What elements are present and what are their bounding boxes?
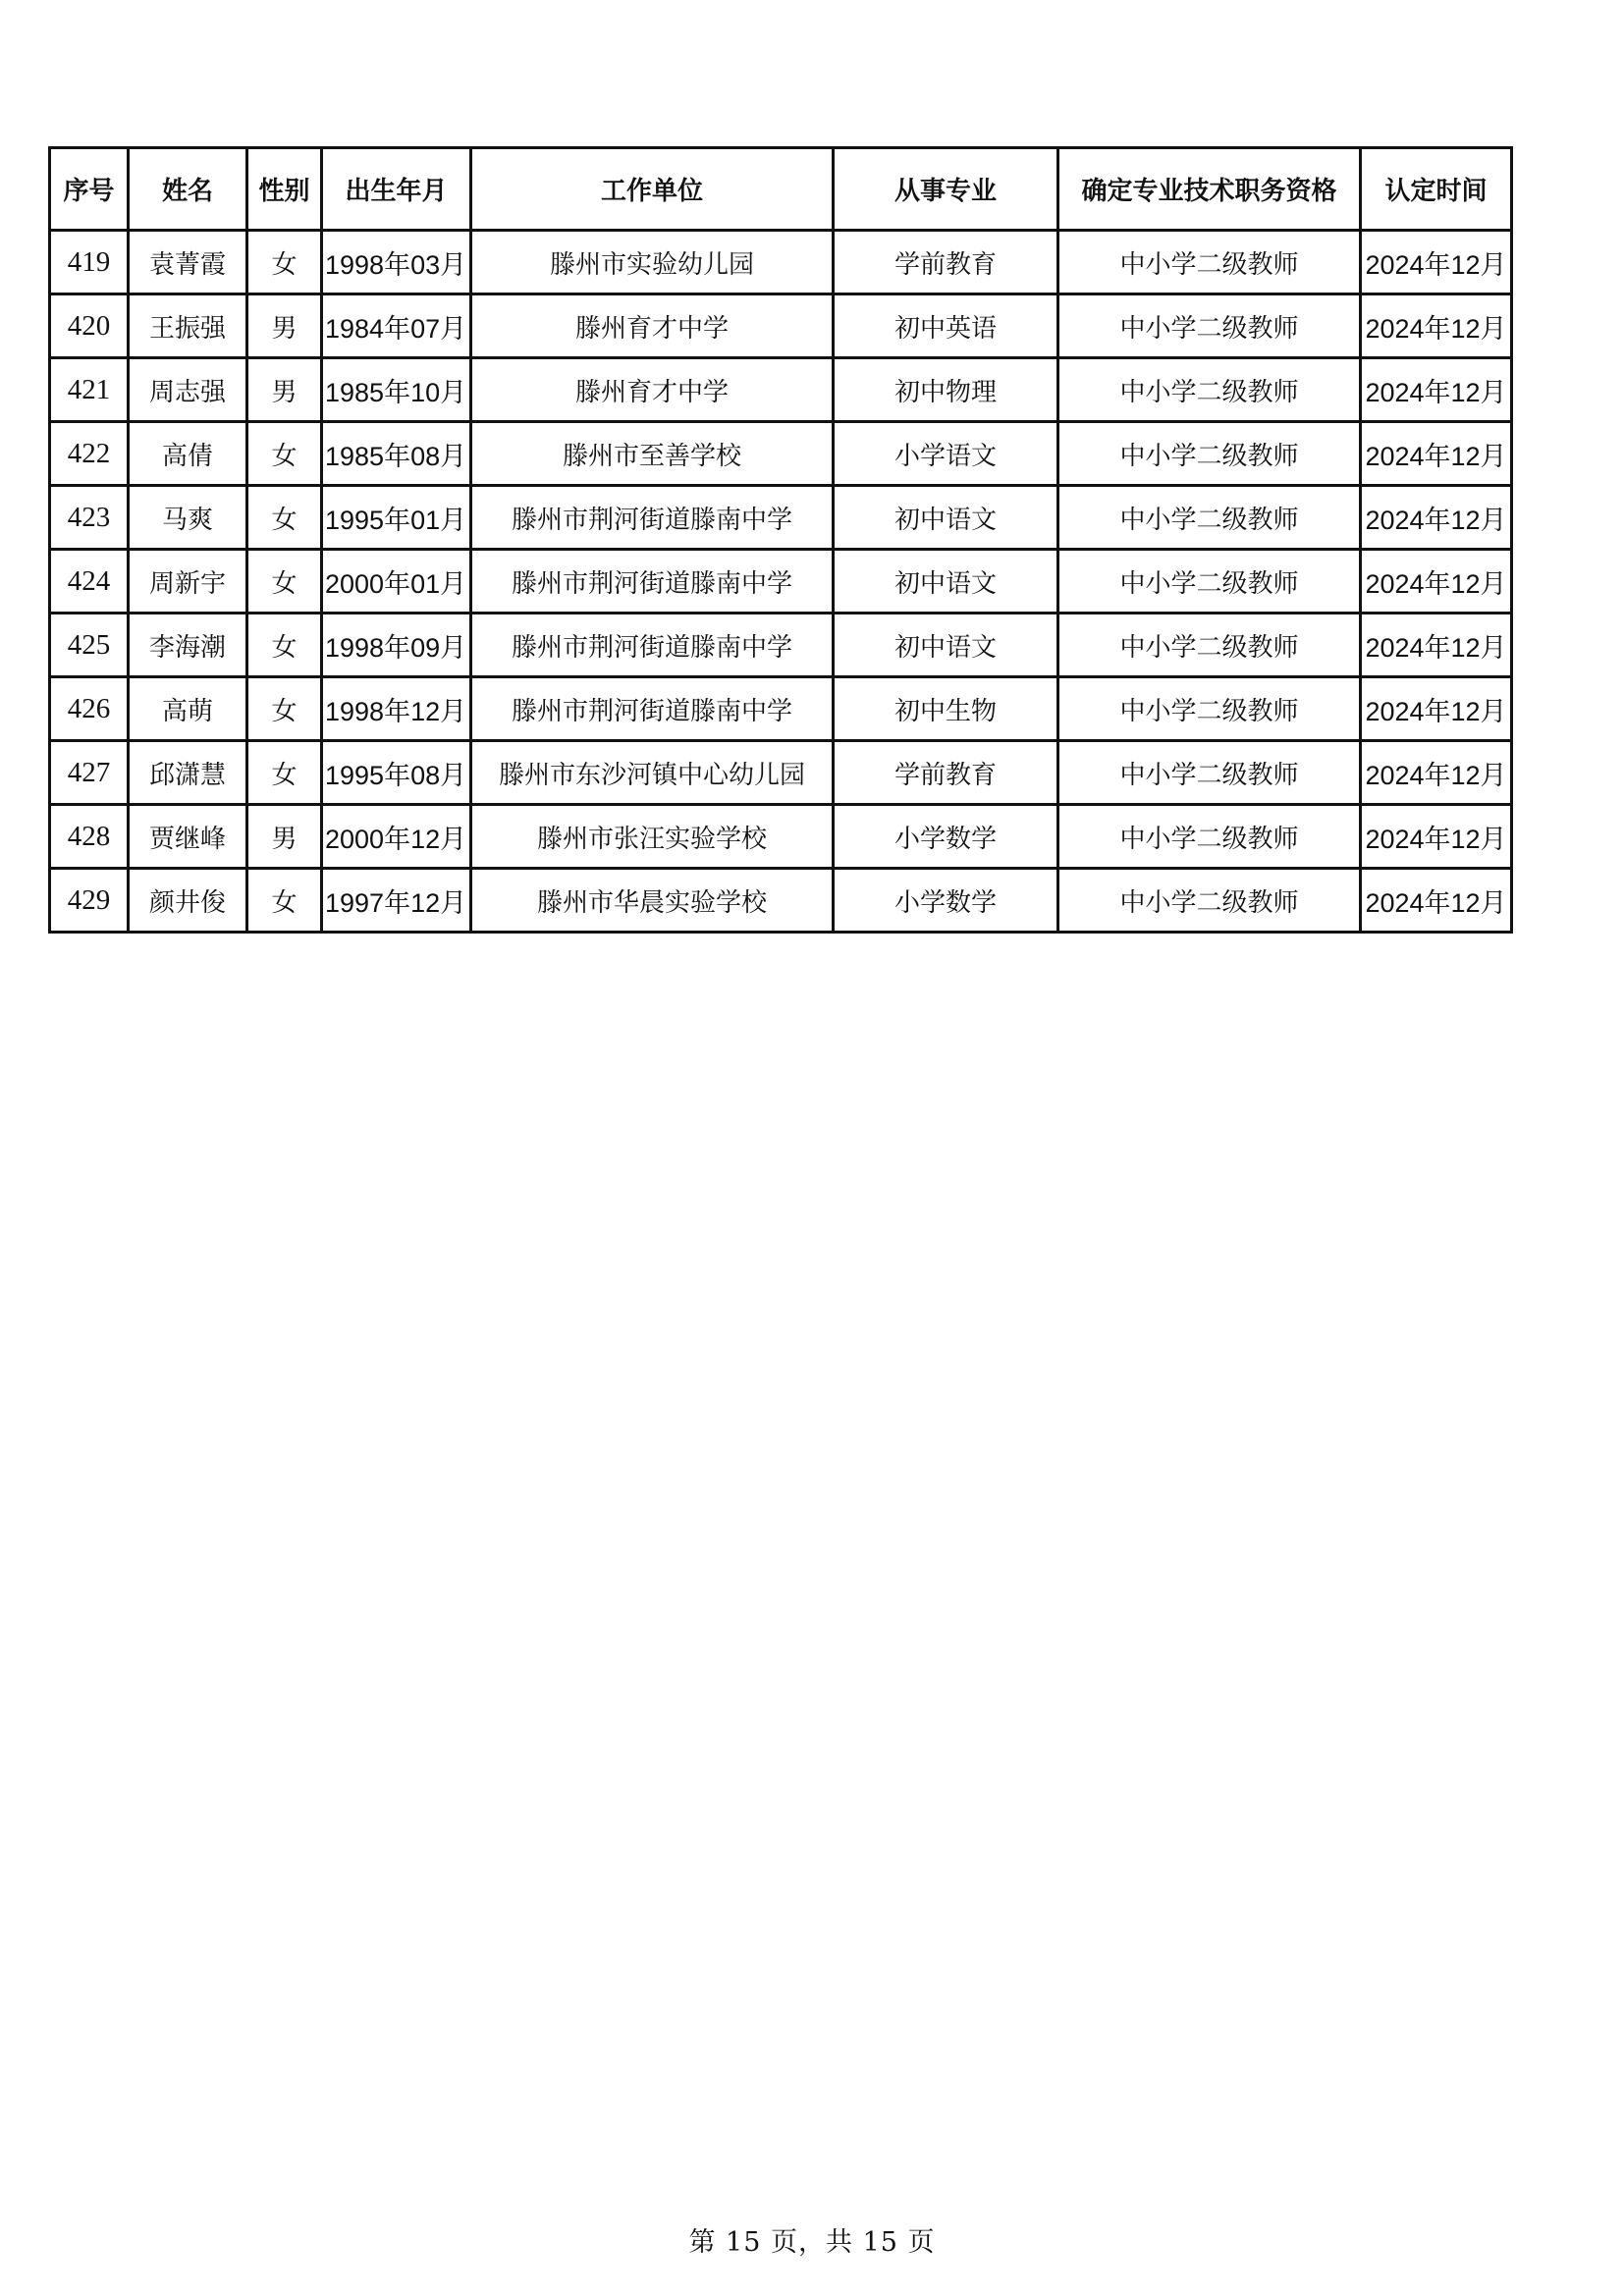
- cell-name: 颜井俊: [129, 869, 247, 933]
- header-gender: 性别: [247, 148, 322, 231]
- cell-index: 425: [50, 614, 129, 677]
- cell-workplace: 滕州市荆河街道滕南中学: [471, 677, 834, 741]
- cell-workplace: 滕州市张汪实验学校: [471, 805, 834, 869]
- cell-gender: 女: [247, 486, 322, 550]
- cell-workplace: 滕州市荆河街道滕南中学: [471, 614, 834, 677]
- cell-gender: 女: [247, 231, 322, 294]
- header-subject: 从事专业: [834, 148, 1058, 231]
- cell-birth: 1995年08月: [322, 741, 471, 805]
- cell-qualification: 中小学二级教师: [1058, 231, 1361, 294]
- cell-index: 427: [50, 741, 129, 805]
- cell-workplace: 滕州市至善学校: [471, 422, 834, 486]
- table-row: [50, 805, 1512, 869]
- teacher-qualification-table: [48, 146, 1513, 934]
- cell-name: 周新宇: [129, 550, 247, 614]
- header-qualification: 确定专业技术职务资格: [1058, 148, 1361, 231]
- cell-qualification: 中小学二级教师: [1058, 869, 1361, 933]
- cell-cert-date: 2024年12月: [1361, 677, 1512, 741]
- cell-index: 424: [50, 550, 129, 614]
- header-birth: 出生年月: [322, 148, 471, 231]
- cell-gender: 女: [247, 422, 322, 486]
- cell-subject: 学前教育: [834, 231, 1058, 294]
- cell-name: 李海潮: [129, 614, 247, 677]
- cell-subject: 小学数学: [834, 805, 1058, 869]
- cell-subject: 初中英语: [834, 294, 1058, 358]
- cell-subject: 初中语文: [834, 614, 1058, 677]
- cell-qualification: 中小学二级教师: [1058, 358, 1361, 422]
- cell-birth: 1997年12月: [322, 869, 471, 933]
- cell-cert-date: 2024年12月: [1361, 805, 1512, 869]
- cell-workplace: 滕州市荆河街道滕南中学: [471, 486, 834, 550]
- cell-name: 马爽: [129, 486, 247, 550]
- cell-name: 高倩: [129, 422, 247, 486]
- roster-sheet: [48, 146, 1513, 934]
- cell-index: 420: [50, 294, 129, 358]
- cell-name: 高萌: [129, 677, 247, 741]
- cell-workplace: 滕州市华晨实验学校: [471, 869, 834, 933]
- cell-birth: 1985年10月: [322, 358, 471, 422]
- cell-cert-date: 2024年12月: [1361, 869, 1512, 933]
- cell-gender: 女: [247, 869, 322, 933]
- table-row: [50, 869, 1512, 933]
- table-row: [50, 231, 1512, 294]
- cell-subject: 初中语文: [834, 486, 1058, 550]
- cell-name: 袁菁霞: [129, 231, 247, 294]
- cell-index: 429: [50, 869, 129, 933]
- table-row: [50, 677, 1512, 741]
- cell-cert-date: 2024年12月: [1361, 231, 1512, 294]
- cell-gender: 女: [247, 614, 322, 677]
- cell-qualification: 中小学二级教师: [1058, 677, 1361, 741]
- cell-index: 426: [50, 677, 129, 741]
- table-header-row: [50, 148, 1512, 231]
- table-row: [50, 486, 1512, 550]
- cell-index: 421: [50, 358, 129, 422]
- cell-index: 423: [50, 486, 129, 550]
- cell-gender: 男: [247, 358, 322, 422]
- cell-birth: 1984年07月: [322, 294, 471, 358]
- cell-gender: 男: [247, 294, 322, 358]
- cell-birth: 1998年03月: [322, 231, 471, 294]
- cell-gender: 女: [247, 550, 322, 614]
- table-row: [50, 294, 1512, 358]
- cell-name: 周志强: [129, 358, 247, 422]
- cell-qualification: 中小学二级教师: [1058, 486, 1361, 550]
- table-row: [50, 550, 1512, 614]
- cell-cert-date: 2024年12月: [1361, 550, 1512, 614]
- cell-name: 贾继峰: [129, 805, 247, 869]
- cell-qualification: 中小学二级教师: [1058, 550, 1361, 614]
- cell-name: 邱潇慧: [129, 741, 247, 805]
- cell-birth: 1998年12月: [322, 677, 471, 741]
- cell-cert-date: 2024年12月: [1361, 741, 1512, 805]
- cell-cert-date: 2024年12月: [1361, 614, 1512, 677]
- cell-subject: 初中生物: [834, 677, 1058, 741]
- cell-gender: 女: [247, 741, 322, 805]
- cell-name: 王振强: [129, 294, 247, 358]
- cell-subject: 小学数学: [834, 869, 1058, 933]
- cell-workplace: 滕州市荆河街道滕南中学: [471, 550, 834, 614]
- cell-birth: 1985年08月: [322, 422, 471, 486]
- cell-qualification: 中小学二级教师: [1058, 805, 1361, 869]
- page-number-footer: 第 15 页，共 15 页: [688, 2227, 936, 2258]
- cell-cert-date: 2024年12月: [1361, 486, 1512, 550]
- cell-subject: 初中物理: [834, 358, 1058, 422]
- header-name: 姓名: [129, 148, 247, 231]
- header-workplace: 工作单位: [471, 148, 834, 231]
- cell-workplace: 滕州育才中学: [471, 294, 834, 358]
- cell-workplace: 滕州市实验幼儿园: [471, 231, 834, 294]
- cell-qualification: 中小学二级教师: [1058, 422, 1361, 486]
- table-row: [50, 422, 1512, 486]
- table-row: [50, 741, 1512, 805]
- cell-workplace: 滕州市东沙河镇中心幼儿园: [471, 741, 834, 805]
- header-cert-date: 认定时间: [1361, 148, 1512, 231]
- table-row: [50, 358, 1512, 422]
- cell-qualification: 中小学二级教师: [1058, 294, 1361, 358]
- cell-gender: 男: [247, 805, 322, 869]
- cell-cert-date: 2024年12月: [1361, 358, 1512, 422]
- table-row: [50, 614, 1512, 677]
- cell-subject: 学前教育: [834, 741, 1058, 805]
- cell-birth: 1995年01月: [322, 486, 471, 550]
- cell-cert-date: 2024年12月: [1361, 294, 1512, 358]
- cell-gender: 女: [247, 677, 322, 741]
- cell-subject: 初中语文: [834, 550, 1058, 614]
- cell-subject: 小学语文: [834, 422, 1058, 486]
- cell-workplace: 滕州育才中学: [471, 358, 834, 422]
- cell-index: 419: [50, 231, 129, 294]
- cell-index: 428: [50, 805, 129, 869]
- header-index: 序号: [50, 148, 129, 231]
- cell-birth: 1998年09月: [322, 614, 471, 677]
- cell-qualification: 中小学二级教师: [1058, 614, 1361, 677]
- cell-birth: 2000年01月: [322, 550, 471, 614]
- cell-index: 422: [50, 422, 129, 486]
- cell-birth: 2000年12月: [322, 805, 471, 869]
- cell-cert-date: 2024年12月: [1361, 422, 1512, 486]
- cell-qualification: 中小学二级教师: [1058, 741, 1361, 805]
